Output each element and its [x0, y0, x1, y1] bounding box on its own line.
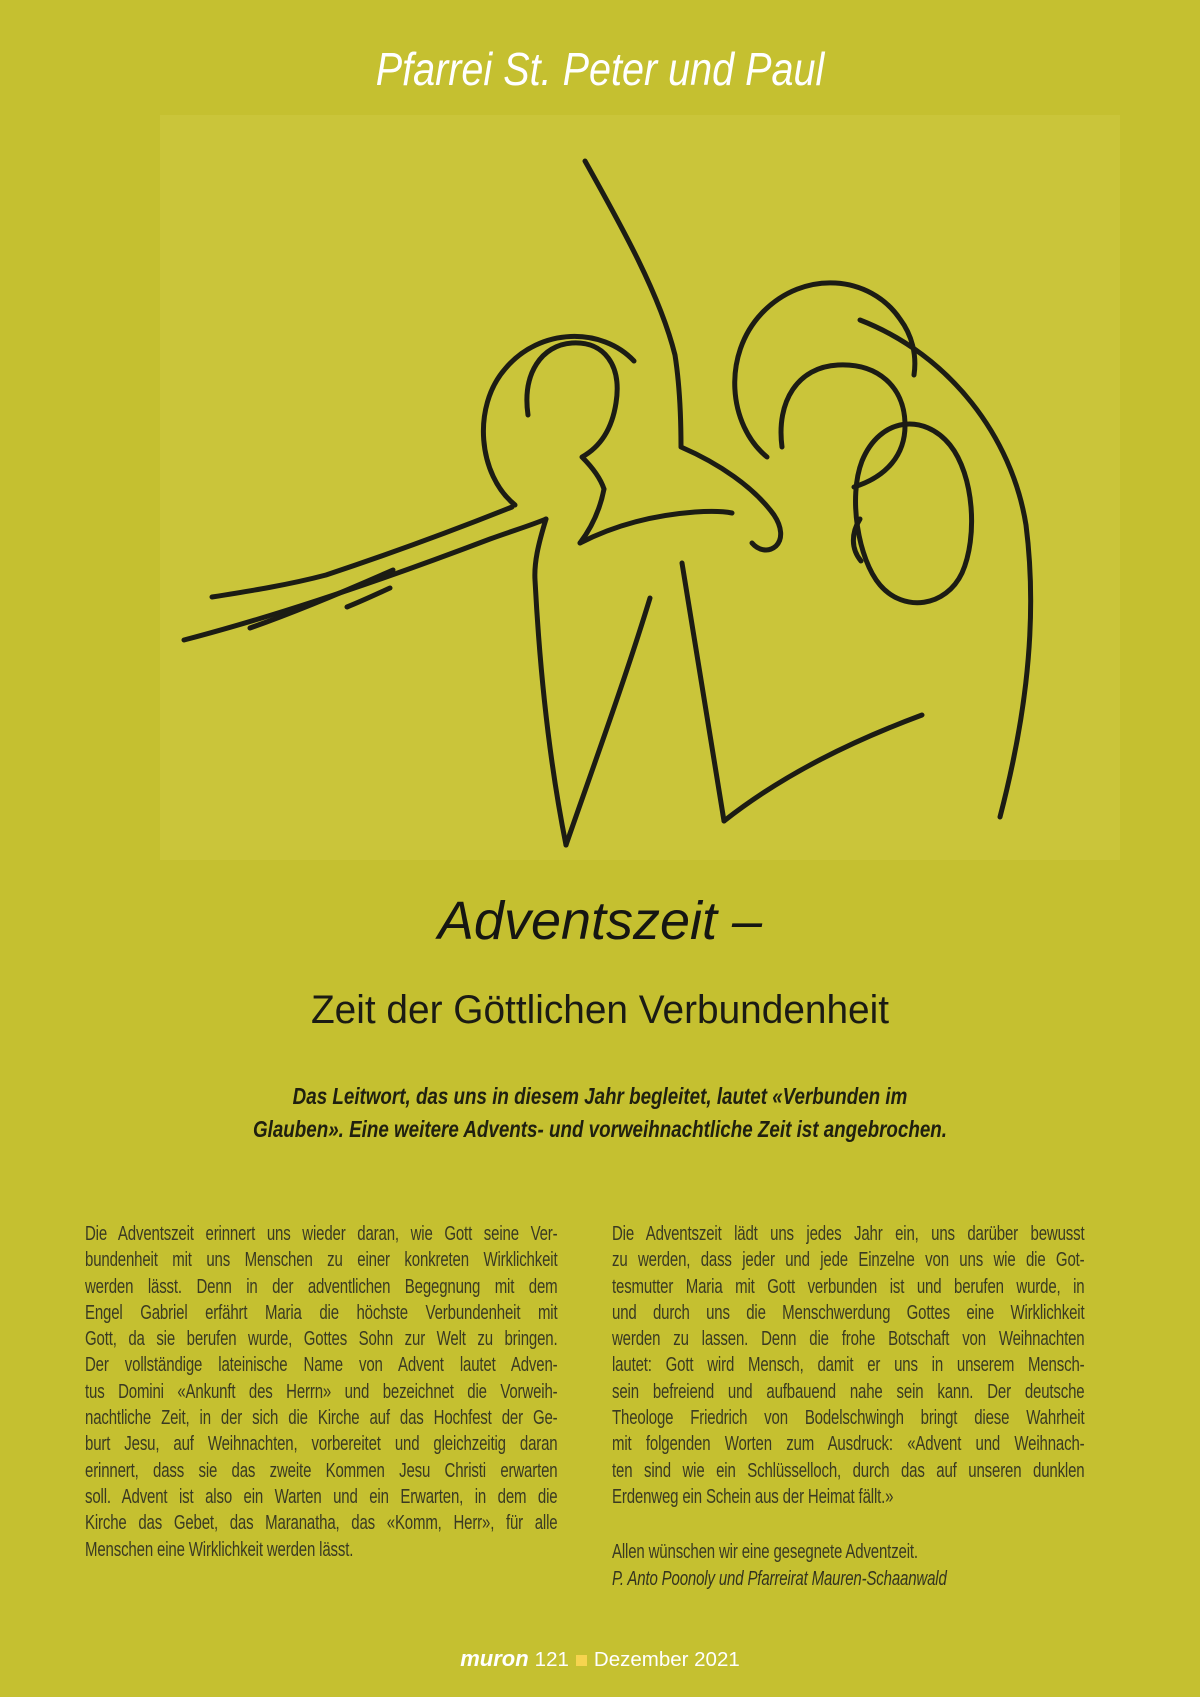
text-line: burt Jesu, auf Weihnachten, vorbereitet und gleichzeitig daran	[85, 1433, 558, 1456]
annunciation-line-drawing	[160, 115, 1120, 860]
text-line: zu werden, dass jeder und jede Einzelne von uns wie die Got-	[612, 1249, 1085, 1272]
text-line: erinnert, dass sie das zweite Kommen Jesu Christi erwarten	[85, 1459, 558, 1482]
text-line: Die Adventszeit erinnert uns wieder daran, wie Gott seine Ver-	[85, 1223, 558, 1245]
text-line: werden lässt. Denn in der adventlichen Begegnung mit dem	[85, 1275, 558, 1298]
text-line: Der vollständige lateinische Name von Advent lautet Adven-	[85, 1354, 558, 1377]
text-line: bundenheit mit uns Menschen zu einer konkreten Wirklichkeit	[85, 1249, 558, 1272]
text-line: Kirche das Gebet, das Maranatha, das «Komm, Herr», für alle	[85, 1512, 558, 1535]
footer-separator-square	[576, 1655, 587, 1666]
lead-paragraph	[0, 1080, 1200, 1146]
text-line: Die Adventszeit lädt uns jedes Jahr ein, uns darüber bewusst	[612, 1223, 1085, 1245]
text-line: tus Domini «Ankunft des Herrn» und bezeichnet die Vorweih-	[85, 1380, 558, 1403]
text-line: nachtliche Zeit, in der sich die Kirche auf das Hochfest der Ge-	[85, 1407, 558, 1430]
article-left-column	[85, 1221, 558, 1563]
page-title: Pfarrei St. Peter und Paul	[375, 43, 825, 95]
text-line: werden zu lassen. Denn die frohe Botschaft von Weihnachten	[612, 1328, 1085, 1351]
text-line: lautet: Gott wird Mensch, damit er uns in unserem Mensch-	[612, 1354, 1085, 1377]
text-line: Erdenweg ein Schein aus der Heimat fällt.»	[612, 1485, 894, 1508]
article-right-column	[612, 1221, 1085, 1593]
issue-number: 121	[534, 1648, 569, 1671]
text-line: ten sind wie ein Schlüsselloch, durch das auf unseren dunklen	[612, 1459, 1085, 1482]
text-line: sein befreiend und aufbauend nahe sein kann. Der deutsche	[612, 1380, 1085, 1403]
illustration-background	[160, 115, 1120, 860]
signature-line: P. Anto Poonoly und Pfarreirat Mauren-Schaanwald	[612, 1568, 947, 1591]
text-line: Theologe Friedrich von Bodelschwingh bringt diese Wahrheit	[612, 1407, 1085, 1430]
text-line: mit folgenden Worten zum Ausdruck: «Advent und Weihnach-	[612, 1433, 1085, 1456]
text-line: tesmutter Maria mit Gott verbunden ist und berufen wurde, in	[612, 1275, 1085, 1298]
text-line: Glauben». Eine weitere Advents- und vorweihnachtliche Zeit ist angebrochen.	[252, 1116, 948, 1142]
issue-date: Dezember 2021	[593, 1648, 740, 1671]
text-line: soll. Advent ist also ein Warten und ein Erwarten, in dem die	[85, 1485, 558, 1508]
text-line: und durch uns die Menschwerdung Gottes eine Wirklichkeit	[612, 1301, 1085, 1324]
text-line: Engel Gabriel erfährt Maria die höchste Verbundenheit mit	[85, 1301, 558, 1324]
headline-subtitle: Zeit der Göttlichen Verbundenheit	[310, 988, 890, 1032]
text-line: Menschen eine Wirklichkeit werden lässt.	[85, 1538, 354, 1561]
closing-block	[612, 1539, 1085, 1593]
text-line: Das Leitwort, das uns in diesem Jahr begleitet, lautet «Verbunden im	[292, 1083, 908, 1109]
magazine-name: muron	[460, 1646, 529, 1671]
closing-line: Allen wünschen wir eine gesegnete Adventzeit.	[612, 1541, 918, 1564]
text-line: Gott, da sie berufen wurde, Gottes Sohn zur Welt zu bringen.	[85, 1328, 558, 1351]
article-right-column-text	[612, 1221, 1085, 1510]
footer	[0, 1646, 1200, 1672]
headline-title: Adventszeit –	[437, 891, 763, 951]
